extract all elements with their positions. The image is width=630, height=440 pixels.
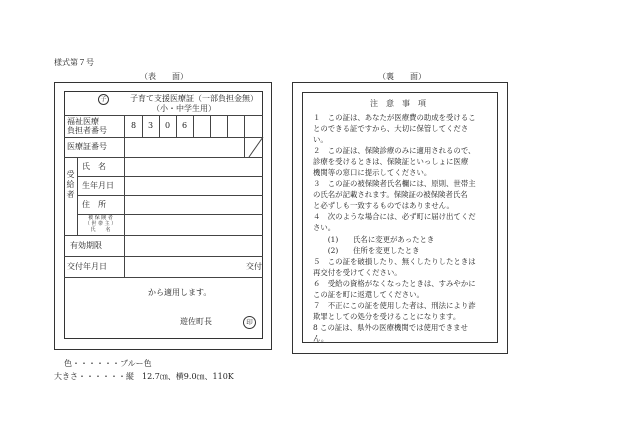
- front-label: （表 面）: [140, 72, 188, 81]
- seal-mark: [243, 316, 256, 329]
- seal-text: 印: [246, 318, 253, 326]
- provider-digit: 0: [164, 121, 171, 130]
- cert-number-label: 医療証番号: [67, 142, 107, 151]
- mayor-name: 遊佐町長: [180, 317, 212, 326]
- note-line: さい。: [313, 223, 336, 232]
- guardian-label: [77, 215, 124, 233]
- note-line: (2) 住所を変更したとき: [313, 246, 420, 255]
- note-line: 機関等の窓口に提示してください。: [313, 168, 432, 177]
- provider-digit: 6: [181, 121, 188, 130]
- birth-label: 生年月日: [82, 181, 114, 190]
- size-spec: 大きさ・・・・・・縦 12.7㎝、横9.0㎝、110K: [54, 372, 234, 381]
- note-line: (1) 氏名に変更があったとき: [313, 235, 435, 244]
- applied-text: から適用します。: [148, 288, 212, 297]
- notes-heading: 注 意 事 項: [370, 99, 426, 108]
- provider-digit: 3: [147, 121, 154, 130]
- color-spec: 色・・・・・・ブルー色: [64, 359, 152, 368]
- note-line: １ この証は、あなたが医療費の助成を受けるこ: [313, 113, 476, 122]
- note-line: ４ 次のような場合には、必ず町に届け出てくだ: [313, 212, 476, 221]
- note-line: ７ 不正にこの証を使用した者は、刑法により詐: [313, 301, 476, 310]
- recipient-char: 者: [66, 190, 75, 199]
- provider-label-2: 負担者番号: [67, 126, 107, 135]
- guardian-label-line: （ 世 帯 主 ）: [84, 221, 117, 227]
- name-label: 氏 名: [82, 162, 106, 171]
- back-label: （裏 面）: [378, 72, 426, 81]
- card-subtitle: （小・中学生用）: [152, 104, 216, 113]
- circle-mark-text: 子: [100, 96, 107, 103]
- guardian-label-line: 氏 名: [90, 227, 111, 233]
- note-line: と必ずしも一致するものではありません。: [313, 201, 454, 210]
- recipient-char: 給: [66, 180, 75, 189]
- note-line: とのできる証ですから、大切に保管してくださ: [313, 124, 469, 133]
- note-line: この証を町に返還してください。: [313, 290, 424, 299]
- form-number: 様式第７号: [54, 58, 94, 67]
- recipient-char: 受: [66, 170, 75, 179]
- note-line: 診療を受けるときは、保険証といっしょに医療: [313, 157, 469, 166]
- provider-label-1: 福祉医療: [67, 117, 99, 126]
- note-line: 再交付を受けてください。: [313, 268, 402, 277]
- issue-label: 交付年月日: [67, 262, 107, 271]
- note-line: い。: [313, 135, 328, 144]
- note-line: ５ この証を破損したり、無くしたりしたときは: [313, 257, 476, 266]
- note-line: ２ この証は、保険診療のみに適用されるので、: [313, 146, 476, 155]
- issue-suffix: 交付: [246, 262, 262, 271]
- address-label: 住 所: [82, 200, 106, 209]
- guardian-label-line: 被 保 険 者: [88, 215, 113, 221]
- note-line: ６ 受給の資格がなくなったときは、すみやかに: [313, 279, 476, 288]
- recipient-vertical-label: [64, 170, 77, 200]
- note-line: ん。: [313, 334, 329, 343]
- note-line: の氏名が記載されます。保険証の被保険者氏名: [313, 190, 468, 199]
- note-line: ３ この証の被保険者氏名欄には、原則、世帯主: [313, 179, 476, 188]
- provider-digit: 8: [130, 121, 137, 130]
- note-line: 8 この証は、県外の医療機関では使用できませ: [313, 323, 468, 332]
- card-title: 子育て支援医療証（一部負担金無）: [130, 94, 258, 103]
- valid-label: 有効期限: [70, 241, 102, 250]
- note-line: 欺罪としての処分を受けることになります。: [313, 312, 461, 321]
